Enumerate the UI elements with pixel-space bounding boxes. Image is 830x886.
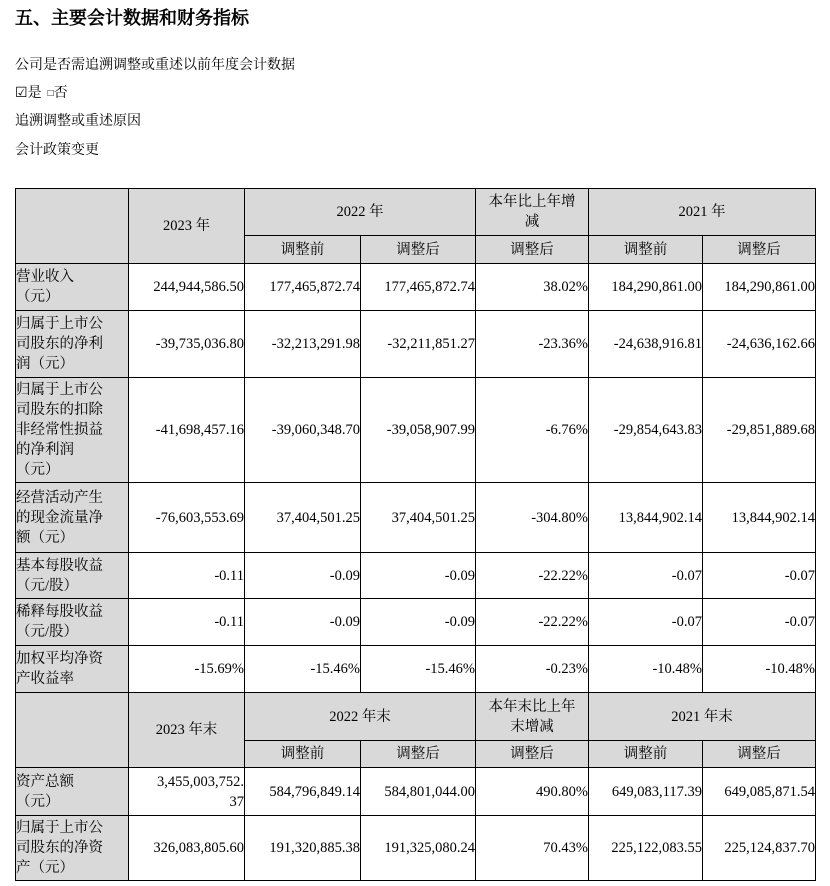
value-2023: -0.11 <box>129 553 245 599</box>
value-change: 38.02% <box>476 264 589 311</box>
value-2023: -39,735,036.80 <box>129 311 245 378</box>
header-2021: 2021 年 <box>589 189 816 236</box>
subheader-2021-before: 调整前 <box>589 741 703 768</box>
value-2021-before: -0.07 <box>589 599 703 646</box>
header-change <box>476 189 589 236</box>
value-2021-before: -24,638,916.81 <box>589 311 703 378</box>
value-2021-before: 13,844,902.14 <box>589 483 703 553</box>
value-2021-after: 184,290,861.00 <box>703 264 816 311</box>
value-change: 70.43% <box>476 816 589 881</box>
value-2021-after: 649,085,871.54 <box>703 768 816 816</box>
table-row <box>16 378 816 483</box>
row-label <box>16 264 129 311</box>
value-2021-after: -10.48% <box>703 646 816 693</box>
value-2021-after: -0.07 <box>703 599 816 646</box>
value-2022-after: -39,058,907.99 <box>361 378 476 483</box>
value-change: 490.80% <box>476 768 589 816</box>
policy-change-label: 会计政策变更 <box>15 143 99 158</box>
value-2021-before: 184,290,861.00 <box>589 264 703 311</box>
row-label-text: 加权平均净资产收益率 <box>16 651 103 687</box>
value-2023: -41,698,457.16 <box>129 378 245 483</box>
row-label-text: 归属于上市公司股东的扣除非经常性损益的净利润（元） <box>16 382 103 478</box>
value-2022-after: 177,465,872.74 <box>361 264 476 311</box>
value-2022-before: -32,213,291.98 <box>245 311 361 378</box>
value-2023-text: 3,455,003,752.37 <box>157 773 244 810</box>
value-2022-after: 37,404,501.25 <box>361 483 476 553</box>
value-2021-after: 225,124,837.70 <box>703 816 816 881</box>
table-row <box>16 264 816 311</box>
header-2023-end: 2023 年末 <box>129 693 245 768</box>
value-change: -23.36% <box>476 311 589 378</box>
value-2022-before: 191,320,885.38 <box>245 816 361 881</box>
value-2023 <box>129 768 245 816</box>
subheader-2021-before: 调整前 <box>589 236 703 264</box>
financial-indicators-table <box>15 188 816 881</box>
header-2023: 2023 年 <box>129 189 245 264</box>
subheader-change-after: 调整后 <box>476 741 589 768</box>
table-row <box>16 483 816 553</box>
section-title: 五、主要会计数据和财务指标 <box>15 8 249 28</box>
subheader-2022-before: 调整前 <box>245 236 361 264</box>
value-2022-before: -15.46% <box>245 646 361 693</box>
value-2021-after: -29,851,889.68 <box>703 378 816 483</box>
option-yes-label: 是 <box>27 86 42 101</box>
value-2023: 326,083,805.60 <box>129 816 245 881</box>
header-blank-cell <box>16 693 129 768</box>
value-2022-before: 37,404,501.25 <box>245 483 361 553</box>
table-row <box>16 768 816 816</box>
header-change-end <box>476 693 589 741</box>
table-header-row <box>16 189 816 236</box>
value-2023: -15.69% <box>129 646 245 693</box>
row-label <box>16 483 129 553</box>
row-label <box>16 311 129 378</box>
row-label-text: 经营活动产生的现金流量净额（元） <box>16 489 103 546</box>
value-2022-after: 191,325,080.24 <box>361 816 476 881</box>
subheader-2021-after: 调整后 <box>703 741 816 768</box>
table-header-row <box>16 693 816 741</box>
subheader-2022-before: 调整前 <box>245 741 361 768</box>
subheader-2021-after: 调整后 <box>703 236 816 264</box>
header-blank-cell <box>16 189 129 264</box>
row-label-text: 稀释每股收益（元/股） <box>16 604 103 640</box>
subheader-change-after: 调整后 <box>476 236 589 264</box>
table-row <box>16 553 816 599</box>
value-2023: -76,603,553.69 <box>129 483 245 553</box>
value-2022-before: 584,796,849.14 <box>245 768 361 816</box>
value-change: -22.22% <box>476 553 589 599</box>
value-2021-after: -0.07 <box>703 553 816 599</box>
retro-reason-label: 追溯调整或重述原因 <box>15 114 141 129</box>
row-label-text: 基本每股收益（元/股） <box>16 557 103 594</box>
row-label-text: 营业收入（元） <box>16 269 74 305</box>
value-2022-after: 584,801,044.00 <box>361 768 476 816</box>
header-change-end-text: 本年末比上年末增减 <box>488 698 576 735</box>
value-2021-before: 225,122,083.55 <box>589 816 703 881</box>
row-label-text: 归属于上市公司股东的净资产（元） <box>16 820 103 876</box>
checked-box-icon: ☑ <box>15 86 28 101</box>
value-2021-before: -10.48% <box>589 646 703 693</box>
row-label <box>16 768 129 816</box>
subheader-2022-after: 调整后 <box>361 236 476 264</box>
value-2022-before: -39,060,348.70 <box>245 378 361 483</box>
subheader-2022-after: 调整后 <box>361 741 476 768</box>
table-row <box>16 646 816 693</box>
value-2021-before: -29,854,643.83 <box>589 378 703 483</box>
header-2022-end: 2022 年末 <box>245 693 476 741</box>
header-2022: 2022 年 <box>245 189 476 236</box>
row-label <box>16 378 129 483</box>
row-label-text: 归属于上市公司股东的净利润（元） <box>16 316 103 372</box>
value-2022-after: -0.09 <box>361 553 476 599</box>
value-2023: -0.11 <box>129 599 245 646</box>
header-2021-end: 2021 年末 <box>589 693 816 741</box>
value-2021-before: 649,083,117.39 <box>589 768 703 816</box>
value-2022-after: -15.46% <box>361 646 476 693</box>
header-change-text: 本年比上年增减 <box>488 194 576 230</box>
retro-options <box>15 84 68 104</box>
value-2023: 244,944,586.50 <box>129 264 245 311</box>
value-change: -6.76% <box>476 378 589 483</box>
value-change: -22.22% <box>476 599 589 646</box>
unchecked-box-icon: □ <box>47 88 54 99</box>
value-2022-after: -32,211,851.27 <box>361 311 476 378</box>
value-2022-before: -0.09 <box>245 599 361 646</box>
value-2022-before: -0.09 <box>245 553 361 599</box>
row-label <box>16 599 129 646</box>
value-change: -0.23% <box>476 646 589 693</box>
value-2022-after: -0.09 <box>361 599 476 646</box>
value-2021-before: -0.07 <box>589 553 703 599</box>
retro-question: 公司是否需追溯调整或重述以前年度会计数据 <box>15 58 295 73</box>
table-row <box>16 311 816 378</box>
value-change: -304.80% <box>476 483 589 553</box>
value-2021-after: -24,636,162.66 <box>703 311 816 378</box>
row-label <box>16 553 129 599</box>
value-2022-before: 177,465,872.74 <box>245 264 361 311</box>
table-row <box>16 816 816 881</box>
row-label <box>16 816 129 881</box>
option-no-label: 否 <box>53 86 68 101</box>
value-2021-after: 13,844,902.14 <box>703 483 816 553</box>
row-label <box>16 646 129 693</box>
row-label-text: 资产总额（元） <box>16 773 74 810</box>
table-row <box>16 599 816 646</box>
